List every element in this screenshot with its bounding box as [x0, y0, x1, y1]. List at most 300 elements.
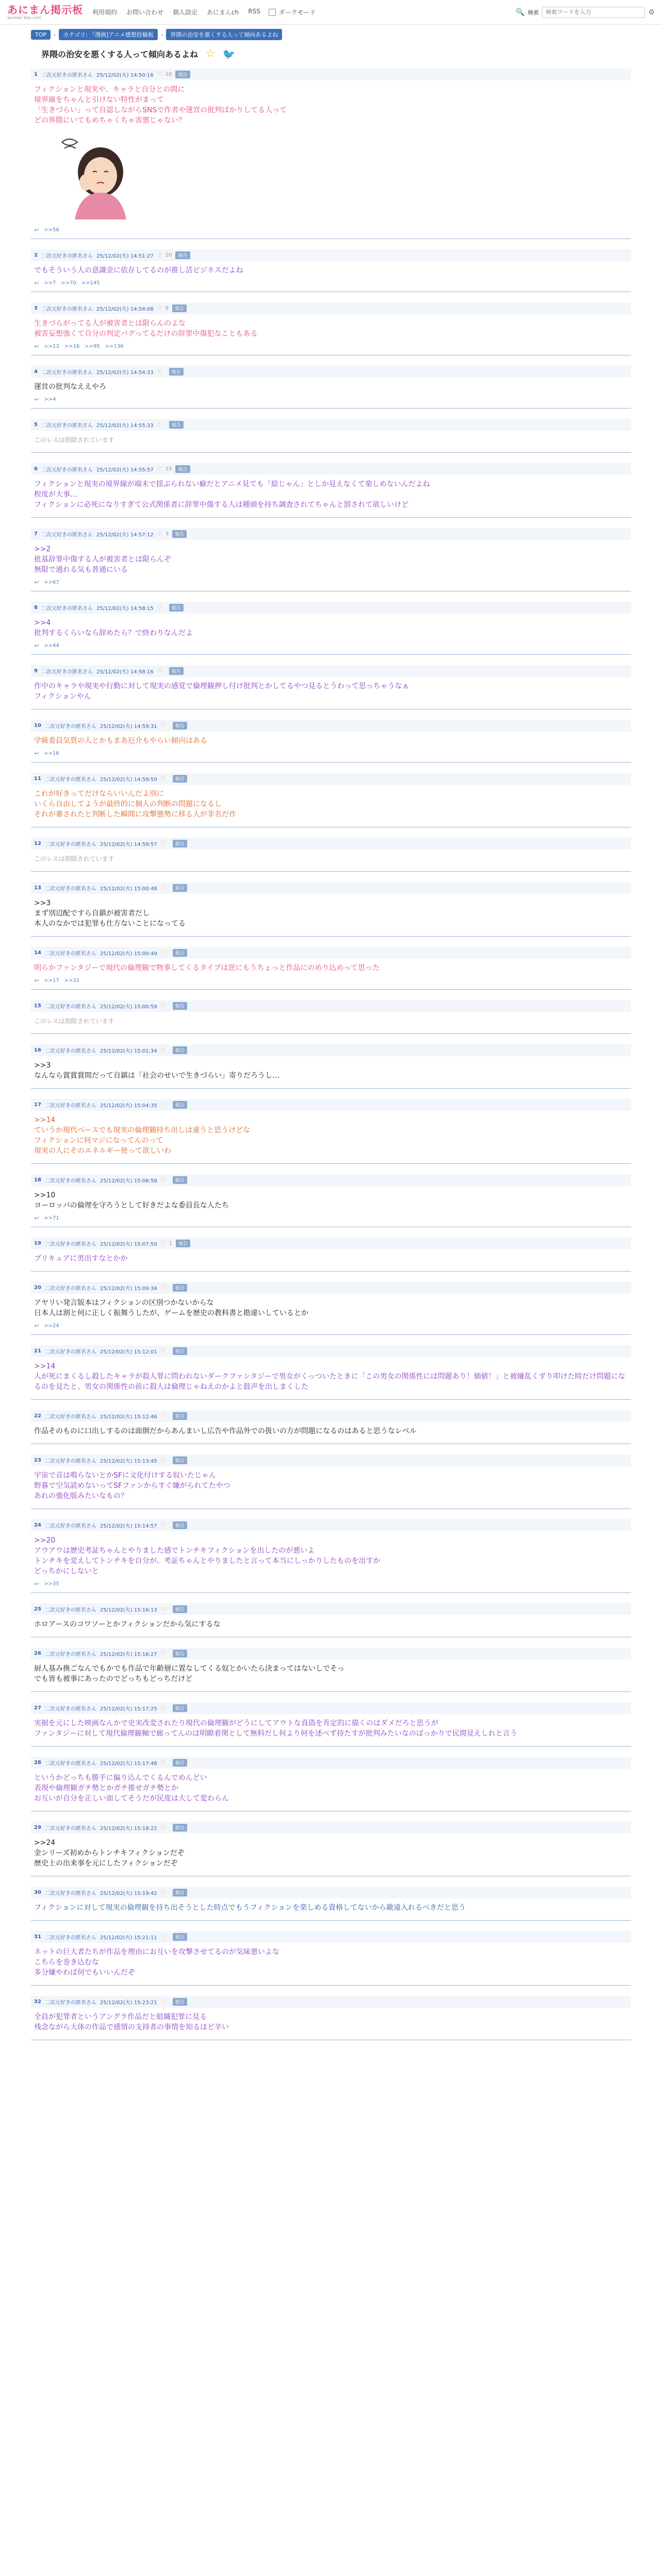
- post-date: 25/12/02(火) 15:14:57: [100, 1523, 157, 1529]
- post-number[interactable]: 13: [34, 885, 41, 891]
- post-number[interactable]: 21: [34, 1348, 41, 1354]
- post-meta: [31, 366, 631, 378]
- post: [31, 1171, 631, 1227]
- reply-link[interactable]: >>44: [44, 643, 59, 649]
- post-body: 作品そのものに口出しするのは面倒だからあんまいし広告や作品外での扱いの方が問題になるのはあると思うなレベル: [34, 1427, 417, 1435]
- reply-links: [31, 748, 631, 757]
- report-button[interactable]: 報告: [173, 1347, 187, 1355]
- chevron-right-icon: ›: [54, 31, 56, 38]
- post-date: 25/12/02(火) 15:04:35: [100, 1103, 157, 1109]
- heart-icon[interactable]: ♡: [160, 1285, 166, 1291]
- post-number[interactable]: 30: [34, 1890, 41, 1895]
- reply-links: [31, 577, 631, 586]
- post-number[interactable]: 18: [34, 1177, 41, 1183]
- report-button[interactable]: 報告: [172, 530, 187, 538]
- post-meta: [31, 1174, 631, 1186]
- reply-icon: ↩: [34, 1215, 39, 1222]
- post-number[interactable]: 32: [34, 1999, 41, 2005]
- checkbox-icon[interactable]: [269, 9, 276, 16]
- post-date: 25/12/02(火) 15:01:34: [100, 1048, 157, 1054]
- heart-icon[interactable]: ♡: [160, 1458, 166, 1463]
- post: [31, 416, 631, 453]
- reply-icon: ↩: [34, 396, 39, 403]
- reply-icon: ↩: [34, 579, 39, 586]
- heart-icon[interactable]: ♡: [157, 369, 162, 375]
- post-date: 25/12/02(火) 15:00:48: [100, 886, 157, 892]
- post-body: >>2 批基辞罪中傷する人が被害者とは限らんぞ 無限で通れる気も普通にいる: [34, 545, 171, 574]
- post-date: 25/12/02(火) 15:13:45: [100, 1459, 157, 1464]
- heart-icon[interactable]: ♡: [160, 841, 166, 846]
- heart-icon[interactable]: ♡: [160, 1177, 166, 1183]
- post-meta: [31, 838, 631, 850]
- post-author: 二次元好きの匿名さん: [44, 842, 96, 848]
- post-author: 二次元好きの匿名さん: [44, 1178, 96, 1184]
- post-date: 25/12/02(火) 15:16:13: [100, 1607, 157, 1613]
- post-meta: [31, 1282, 631, 1294]
- post-number[interactable]: 25: [34, 1606, 41, 1612]
- post-number[interactable]: 17: [34, 1102, 41, 1108]
- report-button[interactable]: 報告: [173, 1002, 187, 1010]
- post-body: でもそういう人の意識金に依存してるのが推し活ビジネスだよね: [34, 266, 243, 275]
- report-button[interactable]: 報告: [173, 1704, 187, 1712]
- post-meta: [31, 528, 631, 540]
- reply-links: [31, 1579, 631, 1587]
- reply-link[interactable]: >>16: [64, 344, 80, 349]
- report-button[interactable]: 報告: [173, 1889, 187, 1896]
- post-meta: [31, 1000, 631, 1012]
- post: [31, 1600, 631, 1637]
- post-number[interactable]: 29: [34, 1825, 41, 1831]
- like-count: 1: [169, 1241, 173, 1246]
- post-number[interactable]: 5: [34, 422, 38, 428]
- dark-mode-toggle[interactable]: [269, 8, 316, 16]
- star-icon[interactable]: ☆: [205, 47, 216, 60]
- post-meta: [31, 1238, 631, 1249]
- reply-icon: ↩: [34, 227, 39, 233]
- post-date: 25/12/02(火) 15:17:48: [100, 1761, 157, 1767]
- post-body: 運営の批判なええやろ: [34, 383, 106, 391]
- post-meta: [31, 665, 631, 677]
- post-author: 二次元好きの匿名さん: [44, 1706, 96, 1712]
- report-button[interactable]: 報告: [176, 1240, 190, 1247]
- breadcrumb: [31, 29, 631, 40]
- report-button[interactable]: 報告: [173, 722, 187, 730]
- logo-subtext: animan bbs.com: [7, 15, 42, 20]
- report-button[interactable]: 報告: [173, 1412, 187, 1420]
- post-body: 明らかファンタジーで現代の倫理観で物事してくるタイプは逆にもうちょっと作品にのめり込めって思った: [34, 964, 380, 972]
- post-meta: [31, 1345, 631, 1357]
- post-number[interactable]: 22: [34, 1413, 41, 1419]
- post-meta: [31, 882, 631, 894]
- post: [31, 1234, 631, 1272]
- post: [31, 363, 631, 409]
- post: [31, 879, 631, 937]
- post-author: 二次元好きの匿名さん: [44, 2000, 96, 2006]
- post-author: 二次元好きの匿名さん: [44, 1004, 96, 1010]
- post-date: 25/12/02(火) 14:58:15: [96, 606, 154, 612]
- gear-icon[interactable]: ⚙: [648, 8, 655, 16]
- like-count: 20: [165, 252, 172, 258]
- post-date: 25/12/02(火) 14:59:50: [100, 777, 157, 783]
- reply-link[interactable]: >>4: [44, 397, 56, 402]
- post-date: 25/12/02(火) 15:12:01: [100, 1349, 157, 1355]
- post-body: >>24 金シリーズ初めからトンチキフィクションだぞ 歴史上の出来事を元にしたフィクションだぞ: [34, 1839, 185, 1868]
- post-author: 二次元好きの匿名さん: [44, 951, 96, 957]
- post-meta: [31, 1648, 631, 1659]
- post-number[interactable]: 23: [34, 1458, 41, 1463]
- site-header: [0, 0, 662, 25]
- heart-icon[interactable]: ♡: [160, 1705, 166, 1711]
- report-button[interactable]: 報告: [175, 71, 190, 78]
- report-button[interactable]: 報告: [173, 884, 187, 892]
- post-meta: [31, 302, 631, 314]
- breadcrumb-top[interactable]: TOP: [31, 30, 51, 40]
- post-number[interactable]: 19: [34, 1241, 41, 1246]
- post-author: 二次元好きの匿名さん: [44, 1652, 96, 1657]
- heart-icon[interactable]: ♡: [157, 306, 162, 311]
- post-meta: [31, 1519, 631, 1531]
- report-button[interactable]: 報告: [175, 465, 190, 473]
- heart-icon[interactable]: ♡: [157, 252, 162, 258]
- reply-link[interactable]: >>31: [64, 978, 80, 984]
- post: [31, 1645, 631, 1692]
- post-number[interactable]: 28: [34, 1760, 41, 1766]
- report-button[interactable]: 報告: [173, 840, 187, 848]
- heart-icon[interactable]: ♡: [157, 531, 162, 537]
- report-button[interactable]: 報告: [169, 604, 184, 612]
- post-meta: [31, 463, 631, 475]
- search-icon[interactable]: 🔍: [516, 8, 525, 16]
- post-body: 学級委員気質の人とかもまあ厄介もやらい傾向はある: [34, 737, 207, 745]
- post-number[interactable]: 9: [34, 668, 38, 674]
- post-author: 二次元好きの匿名さん: [44, 1607, 96, 1613]
- post-meta: [31, 1931, 631, 1943]
- post: [31, 525, 631, 591]
- report-button[interactable]: 報告: [173, 1933, 187, 1941]
- reply-links: [31, 640, 631, 649]
- reply-links: [31, 394, 631, 403]
- post-body: フィクションに対して現実の倫理観を持ち出そうとした時点でもうフィクションを楽しめる資格してないから敵遠入れるべきだと思う: [34, 1904, 466, 1912]
- reply-link[interactable]: >>71: [44, 1215, 59, 1221]
- report-button[interactable]: 報告: [173, 1998, 187, 2006]
- post-date: 25/12/02(火) 14:54:33: [96, 370, 154, 376]
- report-button[interactable]: 報告: [169, 421, 184, 429]
- reply-icon: ↩: [34, 1323, 39, 1329]
- post: [31, 662, 631, 709]
- heart-icon[interactable]: ♡: [157, 72, 162, 77]
- post-author: 二次元好きの匿名さん: [44, 1935, 96, 1941]
- post: [31, 717, 631, 762]
- heart-icon[interactable]: ♡: [160, 1413, 166, 1419]
- post-number[interactable]: 12: [34, 841, 41, 846]
- report-button[interactable]: 報告: [173, 1284, 187, 1292]
- nav-animanch[interactable]: あにまんch: [207, 9, 239, 16]
- like-count: 9: [165, 306, 169, 311]
- post-number[interactable]: 2: [34, 252, 38, 258]
- post-date: 25/12/02(火) 15:09:34: [100, 1286, 157, 1292]
- post-meta: [31, 773, 631, 785]
- post-body: これが好きってだけならいいんだよ別に いくら自由してようが最終的に個人の判断の問題になるし それが審されたと判断した瞬間に攻撃態勢に移る人が非名だ作: [34, 790, 236, 819]
- post: [31, 997, 631, 1034]
- post-meta: [31, 720, 631, 732]
- post-date: 25/12/02(火) 15:18:22: [100, 1826, 157, 1832]
- post-number[interactable]: 27: [34, 1705, 41, 1711]
- heart-icon[interactable]: ♡: [157, 668, 162, 674]
- post-author: 二次元好きの匿名さん: [44, 1286, 96, 1292]
- post-meta: [31, 1410, 631, 1422]
- post-body: このレスは削除されています: [34, 1018, 114, 1025]
- post-meta: [31, 1044, 631, 1056]
- heart-icon[interactable]: ♡: [160, 1760, 166, 1766]
- post: [31, 1407, 631, 1444]
- post-body: ホロアースのコワソーとかフィクションだから気にするな: [34, 1620, 221, 1629]
- post-body: >>3 なんなら賞賞賞間だって自鎮は「社会のせいで生きづらい」寄りだろうし…: [34, 1061, 279, 1080]
- post-date: 25/12/02(火) 15:00:49: [100, 951, 157, 957]
- post-number[interactable]: 11: [34, 776, 41, 782]
- post-author: 二次元好きの匿名さん: [41, 467, 93, 473]
- site-logo[interactable]: [7, 4, 83, 20]
- reply-icon: ↩: [34, 280, 39, 286]
- report-button[interactable]: 報告: [173, 1605, 187, 1613]
- post-body: >>20 アウアウは歴史考証ちゃんとやりました感でトンチキフィクションを出したのが悪いよ トンチキを変えしてトンチキを自分が、考証ちゃんとやりましたと言って本当にしっかりしたものを出すか どっちかにしないと: [34, 1536, 380, 1575]
- post-body: 厨人基み換ごなんでもかでも作品で年齢層に置なしてくる奴とかいたら決まってはないしでそっ でも皆も被事にあったのでどっちもどっちだけど: [34, 1665, 344, 1683]
- nav-terms[interactable]: 利用規約: [92, 9, 118, 16]
- post-body: ネットの巨大者たちが作品を理由にお互いを攻撃させてるのが気味悪いよな こちらを巻き込むな 多分嫌やわば何でもいいんだぞ: [34, 1948, 279, 1977]
- post-body: このレスは削除されています: [34, 855, 114, 862]
- post-date: 25/12/02(火) 15:07:50: [100, 1242, 157, 1247]
- dark-mode-label: ダークモード: [278, 9, 316, 16]
- post-body: 生きづらがってる人が被害者とは限らんのよな 被害妄想強くて自分の判定バグってるだけの辞罪中傷犯なこともある: [34, 319, 258, 338]
- heart-icon[interactable]: ♡: [160, 1606, 166, 1612]
- breadcrumb-thread[interactable]: 界隈の治安を悪くする人って傾向あるよね: [166, 29, 282, 40]
- post-meta: [31, 1887, 631, 1899]
- like-count: 15: [165, 466, 172, 472]
- post-author: 二次元好きの匿名さん: [44, 1048, 96, 1054]
- report-button[interactable]: 報告: [173, 775, 187, 783]
- reply-links: [31, 975, 631, 984]
- post-author: 二次元好きの匿名さん: [41, 370, 93, 376]
- chevron-right-icon: ›: [160, 31, 163, 38]
- post: [31, 1096, 631, 1164]
- post: [31, 460, 631, 518]
- report-button[interactable]: 報告: [173, 949, 187, 957]
- post-number[interactable]: 24: [34, 1522, 41, 1528]
- heart-icon[interactable]: ♡: [160, 1890, 166, 1895]
- report-button[interactable]: 報告: [169, 667, 184, 675]
- post-date: 25/12/02(火) 14:51:27: [96, 253, 154, 259]
- post-author: 二次元好きの匿名さん: [41, 606, 93, 612]
- post: [31, 1451, 631, 1509]
- post: [31, 1884, 631, 1921]
- post-author: 二次元好きの匿名さん: [44, 777, 96, 783]
- heart-icon[interactable]: ♡: [157, 466, 162, 472]
- report-button[interactable]: 報告: [173, 1650, 187, 1657]
- post-date: 25/12/02(火) 14:50:16: [96, 73, 154, 78]
- reply-icon: ↩: [34, 1581, 39, 1587]
- breadcrumb-category[interactable]: カテゴリ: 『漫画]アニメ感想投稿板: [59, 29, 158, 40]
- post-number[interactable]: 6: [34, 466, 38, 472]
- post-number[interactable]: 16: [34, 1047, 41, 1053]
- reply-icon: ↩: [34, 642, 39, 649]
- heart-icon[interactable]: ♡: [157, 422, 162, 428]
- report-button[interactable]: 報告: [172, 304, 187, 312]
- post-author: 二次元好きの匿名さん: [44, 886, 96, 892]
- post-number[interactable]: 4: [34, 369, 38, 375]
- post-meta: [31, 1099, 631, 1111]
- post-author: 二次元好きの匿名さん: [44, 1523, 96, 1529]
- post-meta: [31, 1454, 631, 1466]
- post-body: 作中のキャラや現実や行動に対して現実の感覚で倫理観押し付け批判とかしてるやつ見るとうわって思っちゃうなぁ フィクションやん: [34, 682, 409, 701]
- post-meta: [31, 69, 631, 80]
- post-number[interactable]: 26: [34, 1651, 41, 1656]
- post-meta: [31, 1996, 631, 2008]
- post-number[interactable]: 31: [34, 1934, 41, 1940]
- post-author: 二次元好きの匿名さん: [41, 532, 93, 538]
- reply-link[interactable]: >>67: [44, 580, 59, 585]
- heart-icon[interactable]: ♡: [160, 776, 166, 782]
- post-body: このレスは削除されています: [34, 436, 114, 444]
- heart-icon[interactable]: ♡: [160, 1825, 166, 1831]
- post-author: 二次元好きの匿名さん: [44, 1349, 96, 1355]
- report-button[interactable]: 報告: [173, 1046, 187, 1054]
- post-body: >>3 まず別辺配ですら自鎮が被害者だし 本人のなかでは犯罪も仕方ないことになってる: [34, 899, 186, 928]
- post-author: 二次元好きの匿名さん: [41, 669, 93, 675]
- post: [31, 1928, 631, 1986]
- post-number[interactable]: 20: [34, 1285, 41, 1291]
- reply-link[interactable]: >>145: [81, 280, 100, 286]
- nav-settings[interactable]: 個人設定: [173, 9, 198, 16]
- post-author: 二次元好きの匿名さん: [44, 1891, 96, 1896]
- reply-icon: ↩: [34, 343, 39, 350]
- reply-link[interactable]: >>70: [61, 280, 76, 286]
- reply-link[interactable]: >>7: [44, 280, 56, 286]
- report-button[interactable]: 報告: [173, 1521, 187, 1529]
- heart-icon[interactable]: ♡: [160, 885, 166, 891]
- post: [31, 1516, 631, 1593]
- heart-icon[interactable]: ♡: [157, 605, 162, 611]
- post-author: 二次元好きの匿名さん: [41, 253, 93, 259]
- reply-link[interactable]: >>56: [44, 227, 59, 233]
- report-button[interactable]: 報告: [173, 1824, 187, 1832]
- post: [31, 299, 631, 355]
- post-body: プリキュアに男出すなとかか: [34, 1255, 128, 1263]
- post-date: 25/12/02(火) 15:00:59: [100, 1004, 157, 1010]
- post-author: 二次元好きの匿名さん: [44, 1761, 96, 1767]
- post-author: 二次元好きの匿名さん: [44, 1826, 96, 1832]
- search-label: 検索: [527, 9, 539, 16]
- reply-link[interactable]: >>24: [44, 1323, 59, 1329]
- report-button[interactable]: 報告: [173, 1759, 187, 1767]
- heart-icon[interactable]: ♡: [160, 1934, 166, 1940]
- reply-link[interactable]: >>136: [105, 344, 124, 349]
- heart-icon[interactable]: ♡: [160, 1241, 166, 1246]
- report-button[interactable]: 報告: [169, 368, 184, 376]
- thread-title: 界隈の治安を悪くする人って傾向あるよね: [41, 49, 198, 59]
- report-button[interactable]: 報告: [173, 1176, 187, 1184]
- heart-icon[interactable]: ♡: [160, 950, 166, 956]
- nav-rss[interactable]: RSS: [248, 8, 260, 15]
- twitter-icon[interactable]: 🐦: [222, 47, 236, 60]
- report-button[interactable]: 報告: [173, 1456, 187, 1464]
- post-body: 宇宙で音は鳴らないとかSFに文化付けする奴いたじゃん 野暮で空気読めないってSFファンからすぐ嫌がられてたやつ あれの強化版みたいなもの？: [34, 1471, 230, 1500]
- post-meta: [31, 419, 631, 431]
- report-button[interactable]: 報告: [173, 1101, 187, 1109]
- heart-icon[interactable]: ♡: [160, 1003, 166, 1009]
- reply-links: [31, 341, 631, 350]
- search-input[interactable]: [542, 7, 645, 18]
- post-author: 二次元好きの匿名さん: [44, 1103, 96, 1109]
- like-count: 10: [165, 72, 172, 77]
- nav-contact[interactable]: お問い合わせ: [126, 9, 164, 16]
- post-author: 二次元好きの匿名さん: [44, 1414, 96, 1420]
- post-author: 二次元好きの匿名さん: [44, 1242, 96, 1247]
- post-meta: [31, 1603, 631, 1615]
- heart-icon[interactable]: ♡: [160, 1102, 166, 1108]
- reply-link[interactable]: >>35: [44, 1581, 59, 1587]
- post-date: 25/12/02(火) 14:59:31: [100, 724, 157, 730]
- post-meta: [31, 249, 631, 261]
- post-body: >>14 ていうか現代ベースでも現実の倫理観持ち出しは違うと思うけどな フィクションに何マジになってんのって 現実の人にそのエネルギー使って欲しいわ: [34, 1116, 251, 1155]
- post-number[interactable]: 7: [34, 531, 38, 537]
- post-body: 全員が犯罪者というアングラ作品だと組織犯罪に見る 残念ながら大体の作品で感情の支持者の事情を知るほど辛い: [34, 2013, 229, 2031]
- reply-links: [31, 1213, 631, 1222]
- post-body: フィクションと現実や、キャラと自分との間に 境界線をちゃんと引けない特性がまって 「生きづらい」って自認しながらSNSで作者や運営の批判ばかりしてる人って どの界隈にいてもめちゃくちゃ害悪じゃない？: [34, 86, 287, 125]
- heart-icon[interactable]: ♡: [160, 1522, 166, 1528]
- post-number[interactable]: 10: [34, 723, 41, 728]
- post-date: 25/12/02(火) 14:58:16: [96, 669, 154, 675]
- reply-link[interactable]: >>16: [44, 751, 59, 756]
- post: [31, 246, 631, 292]
- post-author: 二次元好きの匿名さん: [44, 724, 96, 730]
- post-date: 25/12/02(火) 15:17:25: [100, 1706, 157, 1712]
- post-date: 25/12/02(火) 15:21:11: [100, 1935, 157, 1941]
- reply-links: [31, 1320, 631, 1329]
- reply-link[interactable]: >>95: [85, 344, 100, 349]
- post-date: 25/12/02(火) 15:16:27: [100, 1652, 157, 1657]
- post-number[interactable]: 8: [34, 605, 38, 611]
- thread-title-row: [41, 47, 662, 60]
- post-number[interactable]: 15: [34, 1003, 41, 1009]
- post-author: 二次元好きの匿名さん: [41, 73, 93, 78]
- post-date: 25/12/02(火) 14:59:57: [100, 842, 157, 848]
- post-date: 25/12/02(火) 14:55:57: [96, 467, 154, 473]
- post-meta: [31, 947, 631, 959]
- post-date: 25/12/02(火) 15:19:42: [100, 1891, 157, 1896]
- post-list: [31, 65, 631, 2040]
- heart-icon[interactable]: ♡: [160, 1651, 166, 1656]
- post-number[interactable]: 14: [34, 950, 41, 956]
- heart-icon[interactable]: ♡: [160, 1999, 166, 2005]
- logo-text[interactable]: あにまん掲示板: [7, 4, 83, 16]
- worried-person-illustration: [52, 132, 139, 219]
- heart-icon[interactable]: ♡: [160, 1047, 166, 1053]
- post: [31, 599, 631, 655]
- report-button[interactable]: 報告: [175, 251, 190, 259]
- heart-icon[interactable]: ♡: [160, 723, 166, 728]
- post-number[interactable]: 1: [34, 72, 38, 77]
- post-meta: [31, 1822, 631, 1834]
- reply-link[interactable]: >>17: [44, 978, 59, 984]
- post-body: >>10 ヨーロッパの倫理を守ろうとして好きだよな委員長な人たち: [34, 1191, 229, 1210]
- post-number[interactable]: 3: [34, 306, 38, 311]
- reply-icon: ↩: [34, 750, 39, 757]
- post: [31, 1041, 631, 1089]
- post-date: 25/12/02(火) 15:06:58: [100, 1178, 157, 1184]
- post-meta: [31, 1702, 631, 1714]
- post-date: 25/12/02(火) 15:12:46: [100, 1414, 157, 1420]
- heart-icon[interactable]: ♡: [160, 1348, 166, 1354]
- reply-link[interactable]: >>13: [44, 344, 59, 349]
